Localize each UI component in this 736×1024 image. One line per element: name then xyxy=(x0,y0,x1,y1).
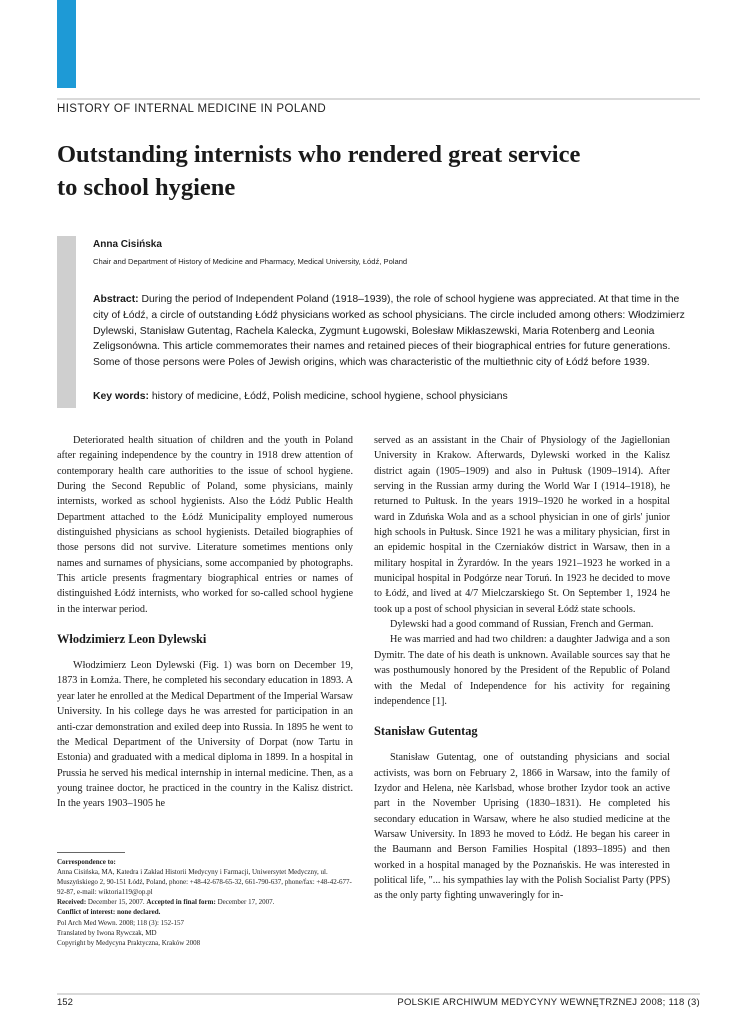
journal-footer: POLSKIE ARCHIWUM MEDYCYNY WEWNĘTRZNEJ 2008; 118 (3) xyxy=(397,997,700,1008)
left-column xyxy=(57,433,353,812)
author-affiliation: Chair and Department of History of Medicine and Pharmacy, Medical University, Łódź, Poland xyxy=(93,257,408,266)
article-title xyxy=(57,138,697,204)
header-rule xyxy=(57,98,700,100)
accepted-label: Accepted in final form: xyxy=(146,898,216,907)
title-line-2: to school hygiene xyxy=(57,174,236,201)
gutentag-paragraph-1: Stanisław Gutentag, one of outstanding physicians and social activists, was born on February 2, 1866 in Warsaw, into the family of Izydor and Helena, nèe Karlsbad, whose brother Izydor took an active part in the November Uprising (1830–1831). He completed his secondary education in Warsaw, where he also studied medicine at the Warsaw University. In 1893 he moved to Łódź. He began his career in the Baumann and Berson Families Hospital (1893–1895) and then worked in a hospital managed by the Poznańskis. He was interested in political life, "... his sympathies lay with the Polish Socialist Party (PPS) as the only party fighting unwaveringly for in- xyxy=(374,752,670,902)
heading-dylewski: Włodzimierz Leon Dylewski xyxy=(57,632,207,647)
received-text: December 15, 2007. xyxy=(87,898,145,907)
keywords xyxy=(93,389,697,404)
author-name: Anna Cisińska xyxy=(93,239,162,250)
accent-bar xyxy=(57,0,76,88)
citation: Pol Arch Med Wewn. 2008; 118 (3): 152-157 xyxy=(57,918,184,927)
footnote-rule xyxy=(57,852,125,853)
dylewski-paragraph-1: Włodzimierz Leon Dylewski (Fig. 1) was born on December 19, 1873 in Łomża. There, he completed his secondary education in 1893. A year later he enrolled at the Medical Department of the Imperial Warsaw University. In his college days he was arrested for participation in an anti-czar demonstration and exiled deep into Russia. In 1895 he went to the Medical Department of the University of Dorpat (now Tartu in Estonia) and graduated with a medical diploma in 1899. In a hospital in Prussia he served his medical internship in internal medicine. Then, as a young trainee doctor, he practiced in the country in the Kalisz district. In the years 1903–1905 he xyxy=(57,660,353,810)
footer-rule xyxy=(57,993,700,995)
right-column xyxy=(374,433,670,904)
conflict-of-interest: Conflict of interest: none declared. xyxy=(57,908,161,917)
received-label: Received: xyxy=(57,898,87,907)
section-label: HISTORY OF INTERNAL MEDICINE IN POLAND xyxy=(57,103,327,115)
page-number: 152 xyxy=(57,997,73,1008)
abstract-text: During the period of Independent Poland (1918–1939), the role of school hygiene was appreciated. At that time in the city of Łódź, a circle of outstanding Łódź physicians worked as school physicians. The circle included among others: Włodzimierz Dylewski, Stanisław Gutentag, Rachela Kalecka, Zygmunt Ługowski, Bolesław Mikłaszewski, Maria Rotenberg and Leonia Zeligsonówna. This article commemorates their names and retained pieces of their biographical entries for future generations. Some of those persons were Poles of Jewish origins, which was characteristic of the multiethnic city of Łódź before 1939. xyxy=(93,294,685,369)
dylewski-continued: served as an assistant in the Chair of Physiology of the Jagiellonian University in Krakow. Afterwards, Dylewski worked in the Kalisz district again (1905–1909) and also in Pułtusk (1909–1914). After serving in the Russian army during the World War I (1914–1918), he returned to Pułtusk. In the years 1919–1920 he worked in a hospital ward in Zduńska Wola and as a school physician in one of girls' junior high schools in Pułtusk. Since 1921 he was a military physician, first in an epidemic hospital in the Czerniaków district in Warsaw, then in a military hospital in Żyrardów. In the years 1921–1923 he worked in a municipal hospital in Podgórze near Toruń. In 1923 he decided to move to Łódź, and lived at 4/7 Mielczarskiego St. On September 1, 1924 he took up a post of school physician in several Łódź state schools. xyxy=(374,435,670,615)
abstract-label: Abstract: xyxy=(93,294,139,305)
translator: Translated by Iwona Rywczak, MD xyxy=(57,928,157,937)
abstract xyxy=(93,292,697,371)
received-dates xyxy=(57,897,353,907)
heading-gutentag: Stanisław Gutentag xyxy=(374,724,478,739)
correspondence-label: Correspondence to: xyxy=(57,858,116,866)
abstract-box xyxy=(57,236,700,408)
accepted-text: December 17, 2007. xyxy=(217,898,275,907)
keywords-label: Key words: xyxy=(93,391,150,402)
title-line-1: Outstanding internists who rendered great service xyxy=(57,141,581,168)
dylewski-paragraph-3: He was married and had two children: a daughter Jadwiga and a son Dymitr. The date of his death is unknown. Available sources say that he was posthumously honored by the President of the Republic of Poland with the Medal of Independence for his activity for regaining independence [1]. xyxy=(374,634,670,707)
dylewski-paragraph-2: Dylewski had a good command of Russian, French and German. xyxy=(390,619,654,631)
intro-paragraph: Deteriorated health situation of children and the youth in Poland after regaining independence by the country in 1918 drew attention of contemporary health care authorities to the issue of school hygiene. During the Second Republic of Poland, some physicians, mainly internists, worked as school hygienists. Also the Łódź Public Health Department attached to the Łódź Municipality employed numerous distinguished physicians as school hygienists. Detailed biographies of those persons did not survive. Literature sometimes mentions only names and surnames of physicians, some accompanied by photographs. This article presents fragmentary biographical entries or names of distinguished Łódź internists, who worked for so-called school hygiene in the interwar period. xyxy=(57,435,353,615)
copyright: Copyright by Medycyna Praktyczna, Kraków 2008 xyxy=(57,938,201,947)
keywords-text: history of medicine, Łódź, Polish medicine, school hygiene, school physicians xyxy=(151,391,508,402)
correspondence-text: Anna Cisińska, MA, Katedra i Zakład Historii Medycyny i Farmacji, Uniwersytet Medyczny, ul. Muszyńskiego 2, 90-151 Łódź, Poland, phone: +48-42-678-65-32, 661-790-637, phone/fax: +48-42-677-92-87, e-mail: wiktoria119@op.pl xyxy=(57,868,352,897)
abstract-side-bar xyxy=(57,236,76,408)
footnotes xyxy=(57,857,353,948)
